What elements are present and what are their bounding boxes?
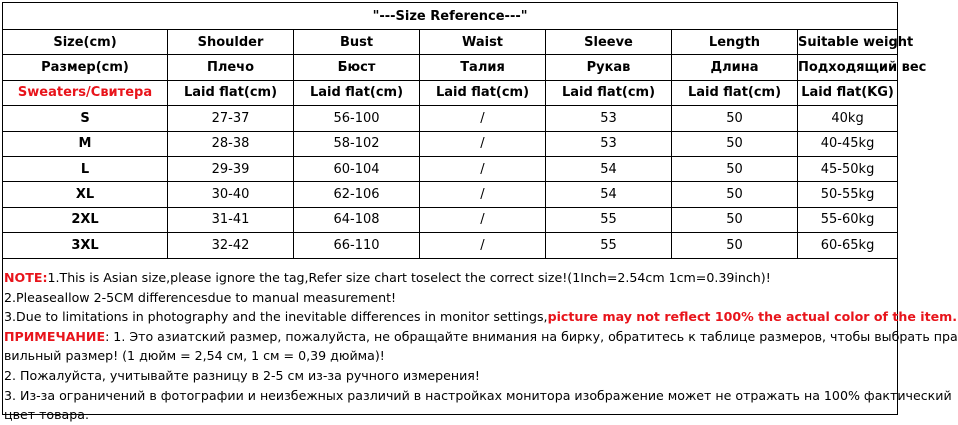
note-highlight: picture may not reflect 100% the actual color of the item.: [547, 309, 958, 325]
header-weight: Suitable weight: [798, 30, 898, 55]
note-ru-line-1b: вильный размер! (1 дюйм = 2,54 см, 1 см = 0,39 дюйма)!: [4, 348, 385, 364]
size-cell: 3XL: [3, 233, 168, 258]
size-cell: 2XL: [3, 207, 168, 232]
header-bust: Bust: [294, 30, 420, 55]
sleeve-cell: 54: [546, 156, 672, 181]
measure-label: Laid flat(cm): [672, 80, 798, 105]
length-cell: 50: [672, 233, 798, 258]
sleeve-cell: 55: [546, 233, 672, 258]
header-bust-ru: Бюст: [294, 55, 420, 80]
table-row: [3, 182, 898, 207]
table-row: [3, 156, 898, 181]
note-ru-line-3b: цвет товара.: [4, 407, 89, 423]
waist-cell: /: [420, 156, 546, 181]
size-cell: XL: [3, 182, 168, 207]
size-reference-title: "---Size Reference---": [3, 3, 898, 30]
header-sleeve-ru: Рукав: [546, 55, 672, 80]
bust-cell: 66-110: [294, 233, 420, 258]
note-line-1: [4, 268, 896, 288]
measure-label: Laid flat(cm): [294, 80, 420, 105]
note-ru-prefix: ПРИМЕЧАНИЕ: [4, 328, 106, 344]
weight-cell: 40kg: [798, 106, 898, 131]
table-row: [3, 233, 898, 258]
note-text: 3.Due to limitations in photography and the inevitable differences in monitor settings,: [4, 309, 548, 325]
note-prefix: NOTE:: [4, 270, 48, 285]
measure-label-row: [3, 80, 898, 105]
note-ru-line-3a: 3. Из-за ограничений в фотографии и неизбежных различий в настройках монитора изображение может не отражать на 100% фактический: [4, 387, 952, 403]
waist-cell: /: [420, 233, 546, 258]
shoulder-cell: 27-37: [168, 106, 294, 131]
header-size: Size(cm): [3, 30, 168, 55]
sleeve-cell: 53: [546, 106, 672, 131]
header-sleeve: Sleeve: [546, 30, 672, 55]
note-ru-line-1a: [4, 327, 958, 347]
weight-cell: 55-60kg: [798, 207, 898, 232]
weight-cell: 50-55kg: [798, 182, 898, 207]
shoulder-cell: 28-38: [168, 131, 294, 156]
waist-cell: /: [420, 182, 546, 207]
header-size-ru: Размер(cm): [3, 55, 168, 80]
length-cell: 50: [672, 131, 798, 156]
shoulder-cell: 32-42: [168, 233, 294, 258]
header-length-ru: Длина: [672, 55, 798, 80]
weight-cell: 60-65kg: [798, 233, 898, 258]
measure-label: Laid flat(cm): [168, 80, 294, 105]
note-line-2: 2.Pleaseallow 2-5CM differencesdue to manual measurement!: [4, 289, 397, 305]
size-cell: S: [3, 106, 168, 131]
waist-cell: /: [420, 106, 546, 131]
note-ru-line-2: 2. Пожалуйста, учитывайте разницу в 2-5 см из-за ручного измерения!: [4, 367, 480, 383]
size-cell: M: [3, 131, 168, 156]
header-row-english: [3, 30, 898, 55]
table-row: [3, 207, 898, 232]
sleeve-cell: 55: [546, 207, 672, 232]
header-shoulder-ru: Плечо: [168, 55, 294, 80]
header-weight-ru: Подходящий вес: [798, 55, 898, 80]
header-row-russian: [3, 55, 898, 80]
measure-label: Laid flat(cm): [546, 80, 672, 105]
note-line-3: [4, 307, 958, 327]
header-waist: Waist: [420, 30, 546, 55]
bust-cell: 60-104: [294, 156, 420, 181]
measure-label: Laid flat(cm): [420, 80, 546, 105]
size-cell: L: [3, 156, 168, 181]
size-chart-table: [2, 2, 927, 259]
waist-cell: /: [420, 131, 546, 156]
shoulder-cell: 29-39: [168, 156, 294, 181]
length-cell: 50: [672, 156, 798, 181]
weight-cell: 40-45kg: [798, 131, 898, 156]
header-shoulder: Shoulder: [168, 30, 294, 55]
length-cell: 50: [672, 207, 798, 232]
category-label: Sweaters/Свитера: [3, 80, 168, 105]
bust-cell: 58-102: [294, 131, 420, 156]
length-cell: 50: [672, 182, 798, 207]
table-row: [3, 106, 898, 131]
sleeve-cell: 53: [546, 131, 672, 156]
notes-section: [4, 268, 958, 425]
shoulder-cell: 30-40: [168, 182, 294, 207]
length-cell: 50: [672, 106, 798, 131]
header-waist-ru: Талия: [420, 55, 546, 80]
header-length: Length: [672, 30, 798, 55]
waist-cell: /: [420, 207, 546, 232]
note-text: 1.This is Asian size,please ignore the tag,Refer size chart toselect the correct size!(1Inch=2.54cm 1cm=0.39inch)!: [47, 270, 771, 285]
bust-cell: 64-108: [294, 207, 420, 232]
weight-cell: 45-50kg: [798, 156, 898, 181]
shoulder-cell: 31-41: [168, 207, 294, 232]
note-text: : 1. Это азиатский размер, пожалуйста, не обращайте внимания на бирку, обратитесь к таблице размеров, чтобы выбрать пра: [105, 328, 958, 344]
table-row: [3, 131, 898, 156]
bust-cell: 62-106: [294, 182, 420, 207]
measure-label: Laid flat(KG): [798, 80, 898, 105]
bust-cell: 56-100: [294, 106, 420, 131]
sleeve-cell: 54: [546, 182, 672, 207]
